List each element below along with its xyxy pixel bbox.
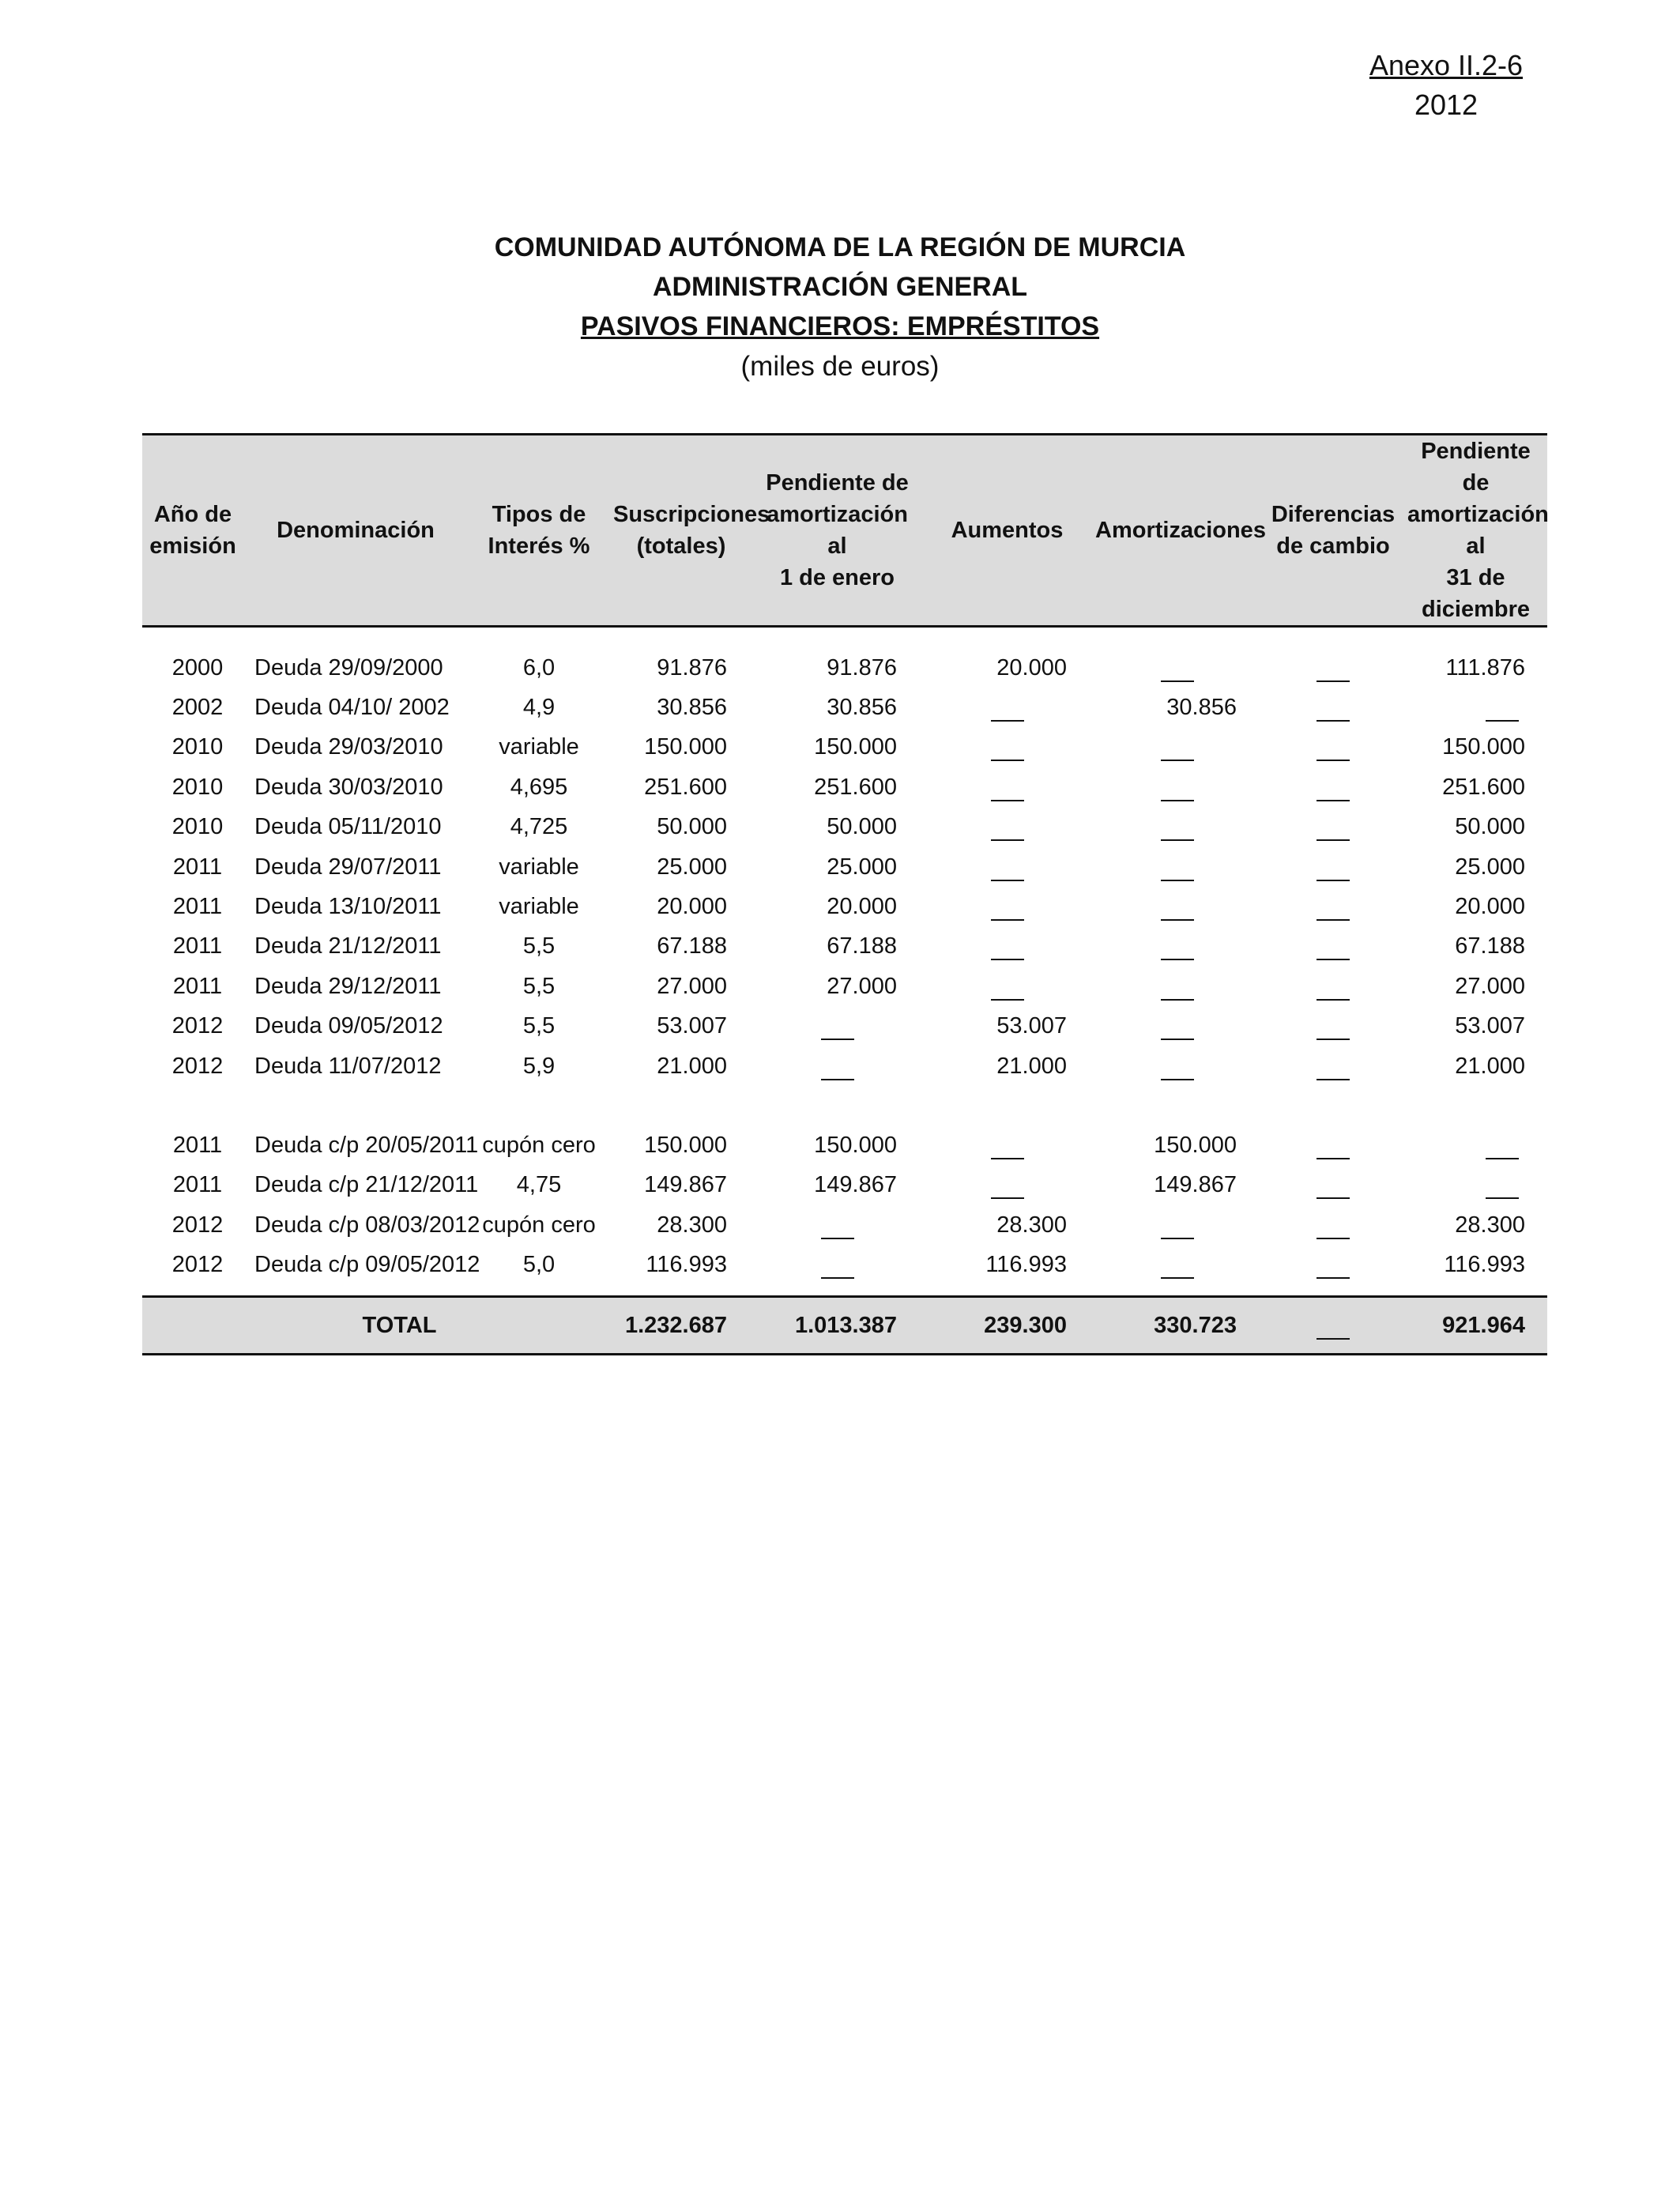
empty-dash [1161, 999, 1194, 1001]
empty-dash [1161, 1277, 1194, 1279]
empty-dash [1161, 760, 1194, 761]
empty-dash [1161, 1039, 1194, 1040]
empty-dash [991, 919, 1024, 921]
cell-increases [922, 808, 1092, 847]
cell-name: Deuda c/p 08/03/2012 [254, 1212, 480, 1238]
cell-subscriptions: 116.993 [646, 1251, 727, 1277]
cell-subscriptions: 67.188 [657, 933, 727, 959]
empty-dash [1486, 1158, 1519, 1159]
empty-dash [821, 1039, 854, 1040]
cell-name: Deuda c/p 21/12/2011 [254, 1172, 479, 1198]
cell-amortizations: 150.000 [1154, 1132, 1237, 1158]
empty-dash [1161, 959, 1194, 960]
empty-dash [1317, 959, 1350, 960]
cell-increases: 28.300 [996, 1212, 1067, 1238]
empty-dash [1317, 1039, 1350, 1040]
debt-table [142, 433, 1547, 1355]
cell-year: 2010 [171, 734, 224, 760]
table-row [142, 1166, 1547, 1205]
empty-dash [1317, 999, 1350, 1001]
cell-pending-start [752, 1007, 922, 1046]
cell-amortizations [1092, 808, 1262, 847]
cell-year: 2002 [171, 695, 224, 721]
cell-increases [922, 688, 1092, 727]
table-row [142, 1205, 1547, 1245]
cell-pending-start: 251.600 [814, 774, 897, 800]
cell-increases: 53.007 [996, 1013, 1067, 1039]
cell-year: 2012 [171, 1053, 224, 1079]
total-exchange-diff [1262, 1297, 1404, 1355]
cell-pending-start: 30.856 [827, 695, 897, 721]
cell-pending-start: 67.188 [827, 933, 897, 959]
table-row [142, 808, 1547, 847]
empty-dash [1317, 839, 1350, 841]
total-pending-start: 1.013.387 [752, 1297, 922, 1355]
cell-amortizations: 30.856 [1166, 695, 1237, 721]
cell-subscriptions: 21.000 [657, 1053, 727, 1079]
col-header-name: Denominación [243, 435, 468, 627]
cell-name: Deuda 21/12/2011 [254, 933, 442, 959]
cell-pending-start: 50.000 [827, 814, 897, 840]
cell-subscriptions: 149.867 [644, 1172, 727, 1198]
cell-exchange-diff [1262, 688, 1404, 727]
table-row [142, 767, 1547, 807]
cell-amortizations: 149.867 [1154, 1172, 1237, 1198]
table-row [142, 847, 1547, 887]
section-spacer [142, 1086, 1547, 1125]
empty-dash [991, 800, 1024, 801]
cell-name: Deuda 30/03/2010 [254, 774, 443, 800]
total-pending-end: 921.964 [1404, 1297, 1547, 1355]
table-header-row [142, 435, 1547, 627]
cell-pending-end: 111.876 [1445, 654, 1525, 680]
cell-rate: variable [499, 854, 579, 880]
cell-pending-start: 27.000 [827, 973, 897, 999]
cell-pending-end: 21.000 [1455, 1053, 1525, 1079]
cell-pending-start: 150.000 [814, 1132, 897, 1158]
cell-pending-end [1404, 1125, 1547, 1165]
section-title: PASIVOS FINANCIEROS: EMPRÉSTITOS [580, 311, 1100, 341]
cell-exchange-diff [1262, 728, 1404, 767]
cell-rate: 4,725 [510, 814, 568, 840]
cell-rate: 4,75 [516, 1172, 562, 1198]
cell-exchange-diff [1262, 927, 1404, 967]
cell-name: Deuda 29/07/2011 [254, 854, 442, 880]
cell-rate: 5,5 [522, 933, 556, 959]
cell-increases: 20.000 [996, 654, 1067, 680]
cell-amortizations [1092, 1007, 1262, 1046]
cell-subscriptions: 28.300 [657, 1212, 727, 1238]
total-row [142, 1297, 1547, 1355]
table-row [142, 1046, 1547, 1086]
cell-amortizations [1092, 728, 1262, 767]
cell-increases [922, 847, 1092, 887]
empty-dash [1317, 1238, 1350, 1239]
cell-pending-start: 25.000 [827, 854, 897, 880]
subentity-title: ADMINISTRACIÓN GENERAL [652, 272, 1028, 302]
cell-subscriptions: 150.000 [644, 734, 727, 760]
cell-year: 2012 [171, 1212, 224, 1238]
cell-pending-end: 20.000 [1455, 894, 1525, 920]
cell-rate: variable [499, 734, 579, 760]
empty-dash [991, 959, 1024, 960]
cell-pending-start: 149.867 [814, 1172, 897, 1198]
cell-rate: 5,0 [522, 1251, 556, 1277]
cell-rate: cupón cero [482, 1212, 596, 1238]
cell-amortizations [1092, 1205, 1262, 1245]
empty-dash [1317, 1197, 1350, 1199]
empty-dash [1486, 1197, 1519, 1199]
cell-subscriptions: 27.000 [657, 973, 727, 999]
empty-dash [821, 1079, 854, 1080]
cell-pending-end [1404, 1166, 1547, 1205]
cell-subscriptions: 150.000 [644, 1132, 727, 1158]
col-header-rate: Tipos de Interés % [468, 435, 610, 627]
cell-amortizations [1092, 1245, 1262, 1297]
cell-exchange-diff [1262, 1205, 1404, 1245]
cell-exchange-diff [1262, 967, 1404, 1006]
cell-amortizations [1092, 627, 1262, 688]
cell-rate: 4,9 [522, 695, 556, 721]
cell-exchange-diff [1262, 847, 1404, 887]
units-note: (miles de euros) [740, 351, 940, 382]
empty-dash [1317, 880, 1350, 881]
empty-dash [1317, 1277, 1350, 1279]
cell-subscriptions: 25.000 [657, 854, 727, 880]
col-header-year: Año de emisión [142, 435, 243, 627]
cell-exchange-diff [1262, 1245, 1404, 1297]
cell-year: 2012 [171, 1251, 224, 1277]
table-row [142, 1007, 1547, 1046]
cell-pending-end: 150.000 [1442, 734, 1525, 760]
cell-year: 2011 [172, 854, 223, 880]
cell-rate: 5,5 [522, 1013, 556, 1039]
cell-name: Deuda 09/05/2012 [254, 1013, 443, 1039]
col-header-exchange-diff: Diferencias de cambio [1262, 435, 1404, 627]
cell-subscriptions: 50.000 [657, 814, 727, 840]
empty-dash [1161, 680, 1194, 682]
col-header-subscriptions: Suscripciones (totales) [610, 435, 752, 627]
cell-exchange-diff [1262, 767, 1404, 807]
cell-year: 2011 [172, 894, 223, 920]
table-row [142, 627, 1547, 688]
cell-name: Deuda 29/03/2010 [254, 734, 443, 760]
cell-name: Deuda 11/07/2012 [254, 1053, 442, 1079]
document-header [0, 228, 1680, 387]
cell-increases [922, 927, 1092, 967]
cell-year: 2010 [171, 814, 224, 840]
empty-dash [1317, 1158, 1350, 1159]
table-row [142, 967, 1547, 1006]
empty-dash [1161, 800, 1194, 801]
cell-name: Deuda c/p 09/05/2012 [254, 1251, 480, 1277]
col-header-increases: Aumentos [922, 435, 1092, 627]
cell-rate: 4,695 [510, 774, 568, 800]
cell-pending-end: 251.600 [1442, 774, 1525, 800]
empty-dash [991, 999, 1024, 1001]
cell-amortizations [1092, 847, 1262, 887]
cell-pending-start [752, 1205, 922, 1245]
cell-increases [922, 887, 1092, 926]
empty-dash [1161, 880, 1194, 881]
cell-exchange-diff [1262, 808, 1404, 847]
empty-dash [821, 1277, 854, 1279]
cell-increases: 21.000 [996, 1053, 1067, 1079]
col-header-pending-start: Pendiente de amortización al 1 de enero [752, 435, 922, 627]
cell-amortizations [1092, 1046, 1262, 1086]
cell-subscriptions: 251.600 [644, 774, 727, 800]
empty-dash [1161, 839, 1194, 841]
table-row [142, 688, 1547, 727]
cell-year: 2011 [172, 1172, 223, 1198]
empty-dash [991, 880, 1024, 881]
cell-year: 2012 [171, 1013, 224, 1039]
table-row [142, 1125, 1547, 1165]
cell-increases [922, 1166, 1092, 1205]
empty-dash [1317, 760, 1350, 761]
cell-pending-start: 91.876 [827, 654, 897, 680]
cell-pending-end: 27.000 [1455, 973, 1525, 999]
total-label: TOTAL [142, 1297, 610, 1355]
cell-amortizations [1092, 967, 1262, 1006]
annex-year: 2012 [1414, 89, 1478, 121]
cell-exchange-diff [1262, 1166, 1404, 1205]
col-header-pending-end: Pendiente de amortización al 31 de diciembre [1404, 435, 1547, 627]
empty-dash [821, 1238, 854, 1239]
cell-rate: 5,5 [522, 973, 556, 999]
cell-increases [922, 1125, 1092, 1165]
empty-dash [1317, 1338, 1350, 1340]
empty-dash [1161, 1238, 1194, 1239]
empty-dash [991, 1158, 1024, 1159]
cell-exchange-diff [1262, 627, 1404, 688]
empty-dash [1161, 1079, 1194, 1080]
cell-year: 2000 [171, 654, 224, 680]
cell-name: Deuda 29/12/2011 [254, 973, 442, 999]
cell-exchange-diff [1262, 887, 1404, 926]
cell-name: Deuda c/p 20/05/2011 [254, 1132, 479, 1158]
table-body [142, 627, 1547, 1297]
empty-dash [1317, 800, 1350, 801]
empty-dash [1317, 680, 1350, 682]
cell-pending-start [752, 1245, 922, 1297]
empty-dash [1317, 720, 1350, 722]
table-row [142, 887, 1547, 926]
cell-name: Deuda 04/10/ 2002 [254, 695, 450, 721]
cell-name: Deuda 13/10/2011 [254, 894, 442, 920]
empty-dash [1486, 720, 1519, 722]
cell-amortizations [1092, 927, 1262, 967]
cell-increases [922, 967, 1092, 1006]
table-row [142, 927, 1547, 967]
cell-subscriptions: 53.007 [657, 1013, 727, 1039]
cell-rate: cupón cero [482, 1132, 596, 1158]
cell-pending-start: 150.000 [814, 734, 897, 760]
cell-pending-start [752, 1046, 922, 1086]
cell-pending-end: 67.188 [1455, 933, 1525, 959]
cell-year: 2011 [172, 973, 223, 999]
cell-subscriptions: 20.000 [657, 894, 727, 920]
cell-pending-start: 20.000 [827, 894, 897, 920]
cell-year: 2011 [172, 933, 223, 959]
table-row [142, 1245, 1547, 1297]
total-subscriptions: 1.232.687 [610, 1297, 752, 1355]
cell-subscriptions: 30.856 [657, 695, 727, 721]
cell-exchange-diff [1262, 1046, 1404, 1086]
entity-title: COMUNIDAD AUTÓNOMA DE LA REGIÓN DE MURCIA [494, 232, 1186, 262]
empty-dash [991, 760, 1024, 761]
cell-increases [922, 767, 1092, 807]
cell-pending-end: 50.000 [1455, 814, 1525, 840]
annex-code: Anexo II.2-6 [1369, 49, 1524, 81]
cell-year: 2011 [172, 1132, 223, 1158]
cell-rate: 5,9 [522, 1053, 556, 1079]
cell-name: Deuda 29/09/2000 [254, 654, 443, 680]
cell-exchange-diff [1262, 1125, 1404, 1165]
cell-amortizations [1092, 887, 1262, 926]
table-row [142, 728, 1547, 767]
empty-dash [1317, 919, 1350, 921]
cell-subscriptions: 91.876 [657, 654, 727, 680]
total-increases: 239.300 [922, 1297, 1092, 1355]
cell-pending-end: 116.993 [1444, 1251, 1525, 1277]
empty-dash [991, 839, 1024, 841]
cell-increases: 116.993 [985, 1251, 1067, 1277]
cell-rate: variable [499, 894, 579, 920]
col-header-amortizations: Amortizaciones [1092, 435, 1262, 627]
cell-pending-end [1404, 688, 1547, 727]
cell-amortizations [1092, 767, 1262, 807]
cell-year: 2010 [171, 774, 224, 800]
cell-pending-end: 25.000 [1455, 854, 1525, 880]
spacer-cell [142, 1086, 1547, 1125]
cell-exchange-diff [1262, 1007, 1404, 1046]
cell-pending-end: 28.300 [1455, 1212, 1525, 1238]
cell-increases [922, 728, 1092, 767]
empty-dash [1317, 1079, 1350, 1080]
total-amortizations: 330.723 [1092, 1297, 1262, 1355]
empty-dash [991, 1197, 1024, 1199]
cell-name: Deuda 05/11/2010 [254, 814, 442, 840]
empty-dash [991, 720, 1024, 722]
cell-pending-end: 53.007 [1455, 1013, 1525, 1039]
cell-rate: 6,0 [522, 654, 556, 680]
annex-reference [1359, 46, 1533, 125]
empty-dash [1161, 919, 1194, 921]
